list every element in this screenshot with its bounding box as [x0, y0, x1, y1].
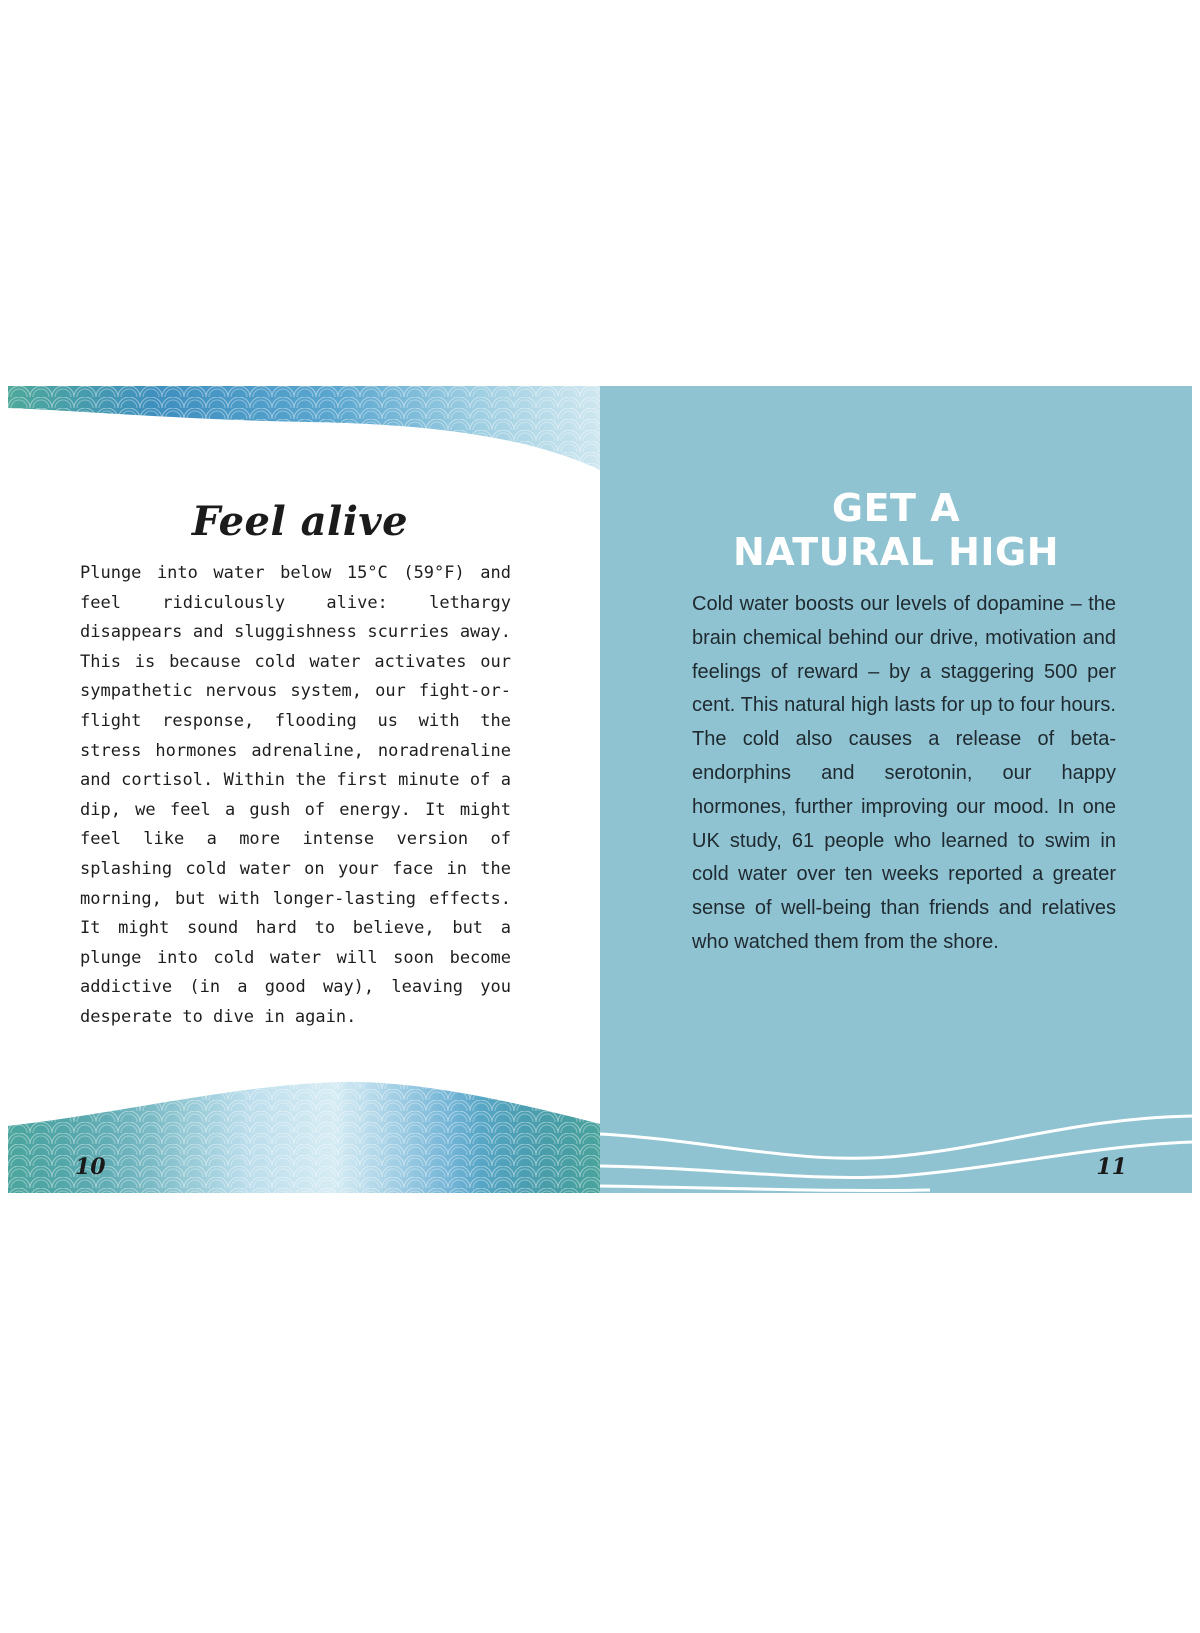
right-title-line-2: NATURAL HIGH: [732, 530, 1060, 574]
right-title-line-1: GET A: [831, 486, 961, 530]
book-spread: [8, 386, 1192, 1193]
right-page-body: Cold water boosts our levels of dopamine – the brain chemical behind our drive, motivation and feelings of reward – by a staggering 500 per cent. This natural high lasts for up to four hours. The cold also causes a release of beta-endorphins and serotonin, our happy hormones, further improving our mood. In one UK study, 61 people who learned to swim in cold water over ten weeks reported a greater sense of well-being than friends and relatives who watched them from the shore.: [692, 593, 1116, 953]
left-page: [8, 386, 600, 1193]
left-page-number: 10: [75, 1154, 106, 1180]
right-page: [600, 386, 1192, 1193]
left-page-title: Feel alive: [191, 498, 409, 545]
right-page-number: 11: [1096, 1154, 1127, 1180]
left-page-body: Plunge into water below 15°C (59°F) and feel ridiculously alive: lethargy disappears and sluggishness scurries away. This is because cold water activates our sympathetic nervous system, our fight-or-flight response, flooding us with the stress hormones adrenaline, noradrenaline and cortisol. Within the first minute of a dip, we feel a gush of energy. It might feel like a more intense version of splashing cold water on your face in the morning, but with longer-lasting effects. It might sound hard to believe, but a plunge into cold water will soon become addictive (in a good way), leaving you desperate to dive in again.: [80, 563, 511, 1027]
top-wave-decoration: [8, 386, 600, 476]
right-page-title: [670, 486, 1122, 574]
